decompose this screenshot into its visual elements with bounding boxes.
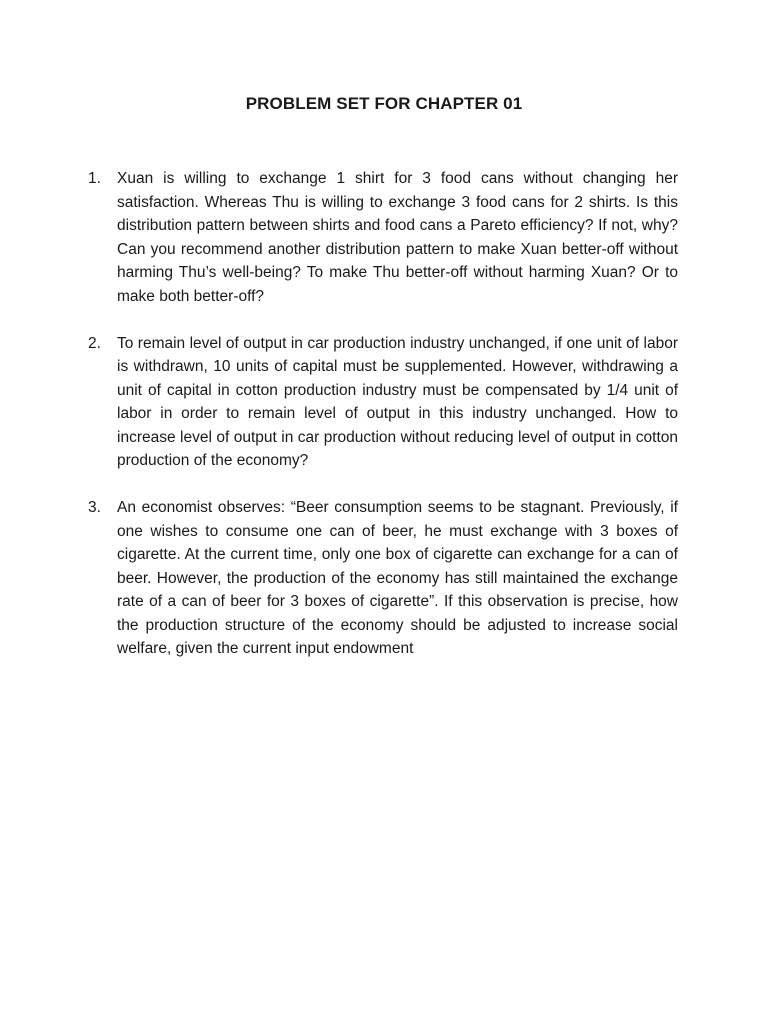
problem-list [88, 167, 678, 684]
problem-number: 2. [88, 334, 101, 352]
problem-item [88, 332, 678, 473]
problem-text: To remain level of output in car production industry unchanged, if one unit of labor is withdrawn, 10 units of capital must be supplemented. However, withdrawing a unit of capital in cotton production industry must be compensated by 1/4 unit of labor in order to remain level of output in this industry unchanged. How to increase level of output in car production without reducing level of output in cotton production of the economy? [117, 334, 678, 469]
problem-text: An economist observes: “Beer consumption seems to be stagnant. Previously, if one wishes to consume one can of beer, he must exchange with 3 boxes of cigarette. At the current time, only one box of cigarette can exchange for a can of beer. However, the production of the economy has still maintained the exchange rate of a can of beer for 3 boxes of cigarette”. If this observation is precise, how the production structure of the economy should be adjusted to increase social welfare, given the current input endowment [117, 499, 678, 657]
problem-number: 3. [88, 499, 101, 516]
problem-text: Xuan is willing to exchange 1 shirt for 3 food cans without changing her satisfaction. Whereas Thu is willing to exchange 3 food cans for 2 shirts. Is this distribution pattern between shirts and food cans a Pareto efficiency? If not, why? Can you recommend another distribution pattern to make Xuan better-off without harming Thu’s well-being? To make Thu better-off without harming Xuan? Or to make both better-off? [117, 170, 678, 305]
problem-item [88, 167, 678, 308]
problem-number: 1. [88, 170, 101, 187]
page-title: PROBLEM SET FOR CHAPTER 01 [245, 94, 523, 113]
problem-item [88, 496, 678, 661]
